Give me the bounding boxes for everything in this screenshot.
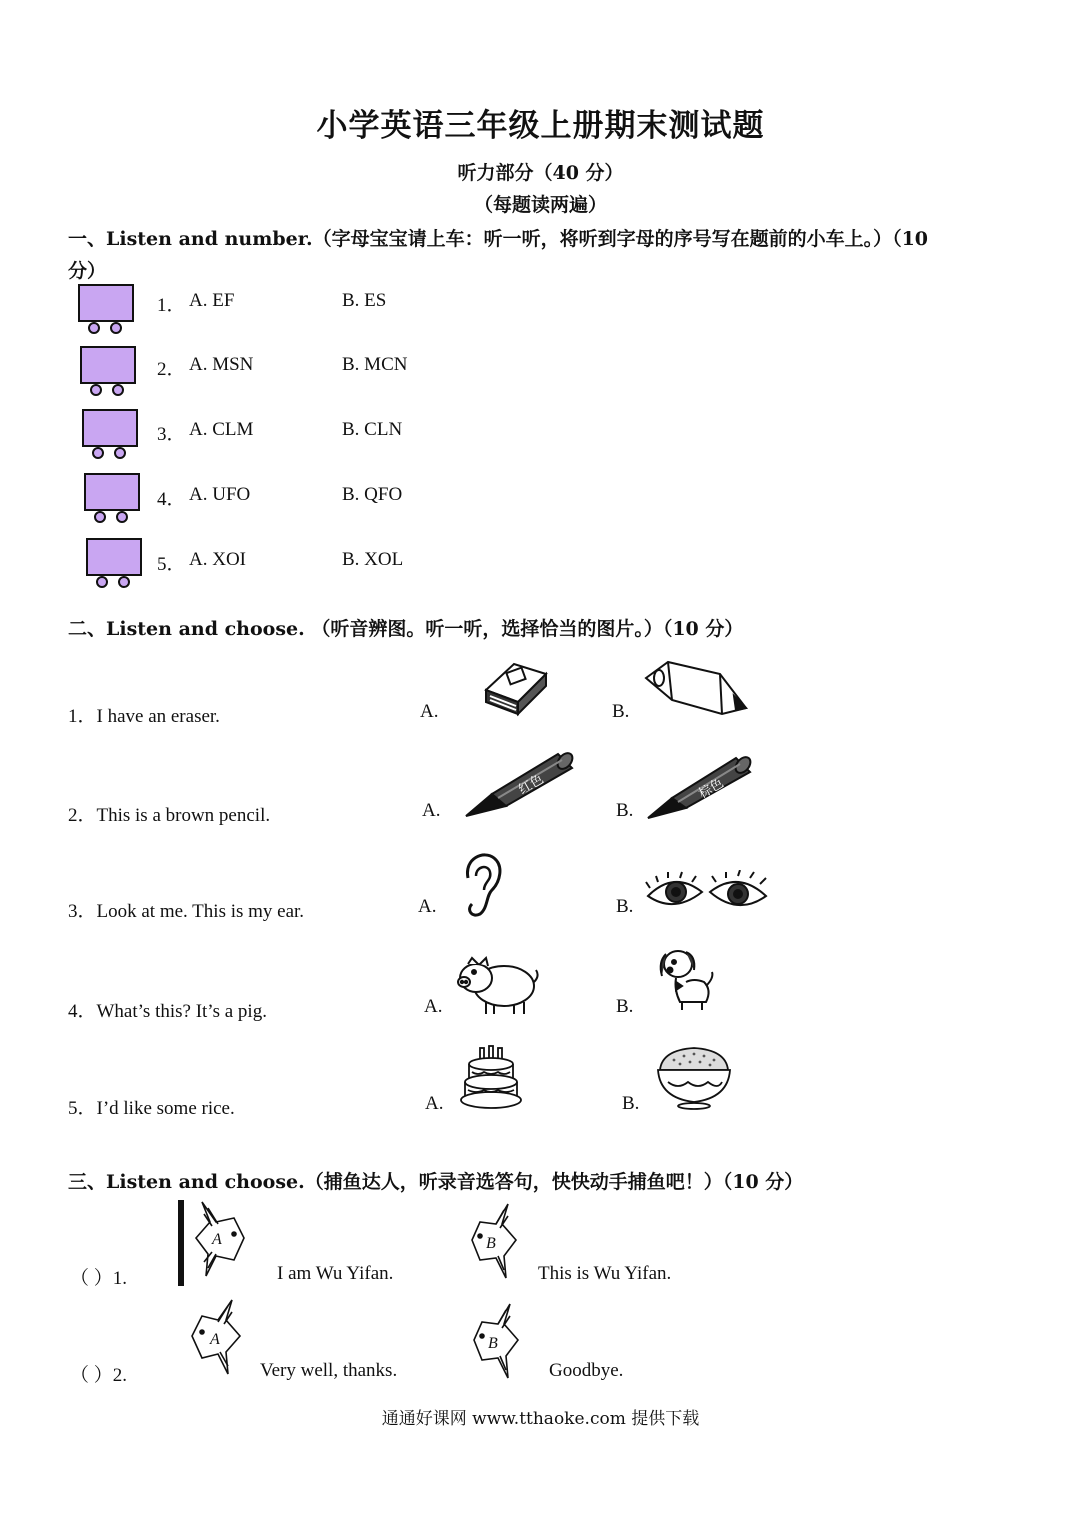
fish-a-letter: A	[212, 1231, 222, 1248]
red-pencil-icon	[462, 748, 576, 820]
option-b-label: B.	[622, 1093, 640, 1114]
section2-heading: 二、Listen and choose. （听音辨图。听一听，选择恰当的图片。）（10 分）	[68, 618, 744, 640]
dog-icon	[656, 946, 716, 1012]
page-title: 小学英语三年级上册期末测试题	[316, 108, 765, 144]
option-b-text: This is Wu Yifan.	[538, 1263, 672, 1284]
fish-b-icon	[468, 1200, 524, 1280]
option-b-text: Goodbye.	[549, 1360, 624, 1381]
eyes-icon	[644, 870, 770, 920]
option-b: B. QFO	[342, 484, 403, 505]
read-twice-note: （每题读两遍）	[473, 194, 607, 216]
option-a-label: A.	[422, 800, 441, 821]
option-a-label: A.	[418, 896, 437, 917]
item-number: 4．	[157, 489, 186, 510]
answer-bracket[interactable]: （ ）1.	[70, 1268, 128, 1289]
section1-heading-cont: 分）	[68, 260, 107, 282]
question-text: 2．This is a brown pencil.	[68, 805, 271, 826]
answer-bracket[interactable]: （ ）2.	[70, 1365, 128, 1386]
pig-icon	[454, 956, 540, 1016]
ear-icon	[458, 848, 504, 918]
item-number: 5．	[157, 554, 186, 575]
option-b-label: B.	[612, 701, 630, 722]
option-a-label: A.	[425, 1093, 444, 1114]
question-text: 3．Look at me. This is my ear.	[68, 901, 305, 922]
fish-a-letter: A	[210, 1331, 220, 1348]
option-a-label: A.	[420, 701, 439, 722]
option-b: B. CLN	[342, 419, 403, 440]
option-b: B. XOL	[342, 549, 404, 570]
option-b-label: B.	[616, 896, 634, 917]
cake-icon	[458, 1040, 524, 1112]
item-number: 2．	[157, 359, 186, 380]
section1-heading: 一、Listen and number.（字母宝宝请上车：听一听，将听到字母的序号写在题前的小车上。）（10	[68, 228, 929, 250]
item-number: 1．	[157, 295, 186, 316]
item-number: 3．	[157, 424, 186, 445]
option-a-label: A.	[424, 996, 443, 1017]
red-color-label: 红色	[516, 771, 547, 798]
option-b-label: B.	[616, 800, 634, 821]
option-a: A. MSN	[189, 354, 254, 375]
brown-color-label: 棕色	[696, 775, 727, 802]
fish-b-letter: B	[488, 1335, 498, 1352]
brown-pencil-icon	[644, 752, 754, 822]
option-b: B. MCN	[342, 354, 408, 375]
option-a-text: Very well, thanks.	[260, 1360, 398, 1381]
option-a-text: I am Wu Yifan.	[277, 1263, 394, 1284]
option-a: A. CLM	[189, 419, 254, 440]
fish-b-icon	[470, 1300, 526, 1380]
option-a: A. EF	[189, 290, 235, 311]
question-text: 5．I’d like some rice.	[68, 1098, 235, 1119]
section3-heading: 三、Listen and choose.（捕鱼达人，听录音选答句，快快动手捕鱼吧！）（10 分）	[68, 1171, 804, 1193]
divider-bar	[178, 1200, 184, 1286]
footer-text: 通通好课网 www.tthaoke.com 提供下载	[381, 1409, 700, 1429]
fish-b-letter: B	[486, 1235, 496, 1252]
question-text: 4．What’s this? It’s a pig.	[68, 1001, 267, 1022]
fish-a-icon	[188, 1296, 250, 1376]
option-a: A. UFO	[189, 484, 251, 505]
listening-subtitle: 听力部分（40 分）	[457, 162, 624, 184]
eraser-icon	[480, 656, 552, 720]
fish-a-icon	[188, 1198, 250, 1278]
option-b: B. ES	[342, 290, 387, 311]
rice-bowl-icon	[654, 1044, 734, 1110]
question-text: 1．I have an eraser.	[68, 706, 220, 727]
option-a: A. XOI	[189, 549, 246, 570]
option-b-label: B.	[616, 996, 634, 1017]
pencil-icon	[642, 656, 750, 720]
